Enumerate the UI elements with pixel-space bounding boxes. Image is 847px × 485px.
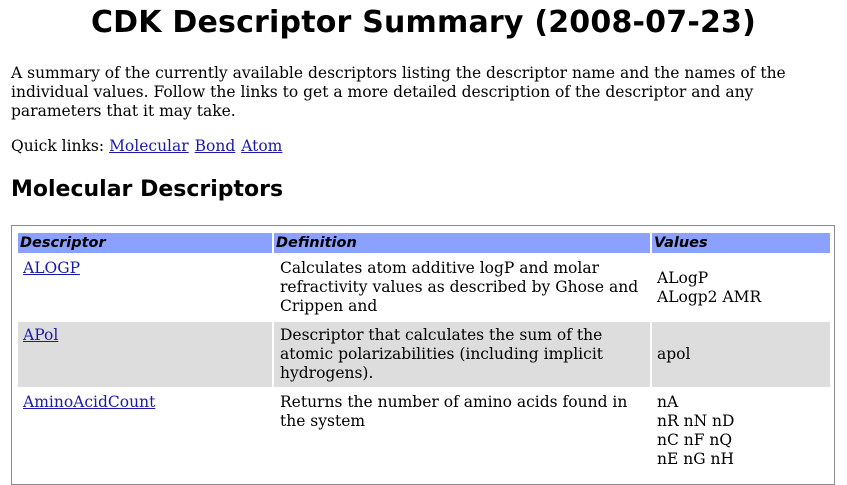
table-row — [18, 322, 830, 387]
values-cell — [652, 322, 830, 387]
descriptor-link-aminoacidcount[interactable]: AminoAcidCount — [23, 393, 156, 411]
quick-link-molecular[interactable]: Molecular — [109, 137, 189, 155]
table-row — [18, 389, 830, 473]
definition-cell: Returns the number of amino acids found in the system — [280, 393, 628, 430]
header-definition: Definition — [274, 233, 650, 253]
value-line: ALogP — [657, 268, 709, 287]
descriptor-link-alogp[interactable]: ALOGP — [23, 259, 81, 277]
quick-links-label: Quick links: — [11, 137, 105, 155]
definition-cell: Calculates atom additive logP and molar refractivity values as described by Ghose and Crippen and — [280, 259, 639, 315]
descriptor-table — [16, 231, 832, 475]
descriptor-cell — [18, 255, 272, 320]
quick-link-atom[interactable]: Atom — [241, 137, 283, 155]
value-line: ALogp2 AMR — [657, 287, 762, 306]
descriptor-link-apol[interactable]: APol — [23, 326, 59, 344]
value-line: nE nG nH — [657, 450, 735, 468]
descriptor-cell — [18, 322, 272, 387]
table-header-row — [18, 233, 830, 253]
quick-links — [11, 137, 283, 156]
definition-cell: Descriptor that calculates the sum of the atomic polarizabilities (including implicit hydrogens). — [274, 322, 650, 387]
intro-paragraph: A summary of the currently available descriptors listing the descriptor name and the names of the individual values. Follow the links to get a more detailed description of the descriptor and any parameters that it may take. — [11, 64, 786, 120]
page-title: CDK Descriptor Summary (2008-07-23) — [90, 5, 757, 40]
descriptor-cell — [18, 389, 272, 473]
value-line: apol — [657, 345, 691, 363]
value-line: nA — [657, 393, 679, 411]
section-title-molecular: Molecular Descriptors — [11, 177, 284, 202]
quick-link-bond[interactable]: Bond — [194, 137, 236, 155]
header-values: Values — [652, 233, 830, 253]
value-line: nC nF nQ — [657, 431, 733, 449]
descriptor-table-container — [11, 225, 835, 485]
value-line: nR nN nD — [657, 412, 735, 430]
values-cell — [652, 255, 830, 320]
header-descriptor: Descriptor — [18, 233, 272, 253]
table-row — [18, 255, 830, 320]
values-cell — [652, 389, 830, 473]
